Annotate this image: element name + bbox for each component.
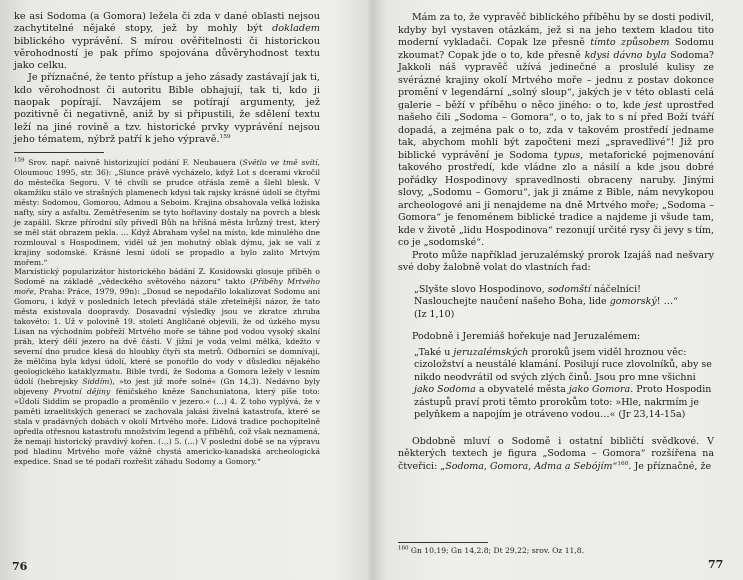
left-paragraph-1: ke asi Sodoma (a Gomora) ležela či zda v dané oblasti nejsou zachytitelné nějaké stopy, jež by mohly být dokladem biblického vyprávění. S mírou ověřitelnosti či historickou věrohodností je pak přímo spojována důvěryhodnost textu jako celku. — [14, 11, 320, 72]
page-number-left: 76 — [12, 560, 28, 573]
left-main-text — [14, 11, 320, 146]
footnote-rule — [14, 152, 104, 153]
left-paragraph-2: Je příznačné, že tento přístup a jeho zásady zastávají jak ti, kdo věrohodnost či autoritu Bible obhajují, tak ti, kdo ji naopak popírají. Navzájem se potírají argumenty, jež pozitivně či negativně, aniž by si připustili, že sdělení textu leží na jiné rovině a tzv. historické prvky vyprávění nejsou jeho tématem, nýbrž patří k jeho výpravě.$^{159}$ — [14, 72, 320, 145]
right-paragraph-4: Obdobně mluví o Sodomě i ostatní bibličtí svědkové. V některých textech je figura „Sodoma – Gomora“ rozšířena na čtveřici: „Sodoma, Gomora, Adma a Sebójím“$^{160}$. Je příznačné, že — [398, 435, 714, 472]
footnote-160 — [398, 546, 698, 556]
left-footnotes — [14, 158, 320, 467]
right-paragraph-3: Podobně i Jeremiáš hořekuje nad Jeruzalémem: — [412, 331, 641, 342]
quote-isaiah: „Slyšte slovo Hospodinovo, sodomští náčelníci! Naslouchejte naučení našeho Boha, lide gomorský! …“ (Iz 1,10) — [414, 283, 678, 320]
footnote-160-text: Gn 10,19; Gn 14,2.8; Dt 29,22; srov. Oz 11,8. — [410, 546, 585, 555]
footnote-ref-160: 160 — [617, 460, 629, 467]
footnote-159: $^{159}$ Srov. např. naivně historizující podání F. Neubauera (Světlo ve tmě svítí, Oloumouc 1995, str. 36): „Slunce právě vycházelo, když Lot s dcerami vkročil do městečka Segoru. V té chvíli se prudce otřásla země a šlehl blesk. V okamžiku stálo ve strašných plamenech kdysi tak rajsky krásné údolí se čtyřmi městy: Sodomou, Gomorou, Admou a Seboim. Krajina obsahovala velká ložiska nafty, síry a asfaltu. Zemětřesením se tyto hořlaviny dostaly na povrch a blesk je zapálil. Skrze přírodní síly přivedl Bůh na hříšná města hrůzný trest, který se měl stát obrazem pekla. … Když Abraham vyšel na místo, kde minulého dne rozmlouval s Hospodinem, viděl už jen mohutný oblak dýmu, jak se valí z krajiny sodomské. Krásné lesní údolí se propadlo a bylo zalito Mrtvým mořem.“ — [14, 157, 321, 267]
page-number-right: 77 — [708, 558, 724, 571]
right-page — [372, 0, 743, 580]
footnote-ref-159: 159 — [219, 133, 231, 140]
right-paragraph-2: Proto může například jeruzalémský prorok Izajáš nad nešvary své doby žalobně volat do vlastních řad: — [398, 249, 714, 273]
quote-jeremiah: „Také u jeruzalémských proroků jsem viděl hroznou věc: cizoložství a neustálé klamání. Posilují ruce zlovolníků, aby se nikdo neodvrátil od svých zlých činů. Jsou pro mne všichni jako Sodoma a obyvatelé města jako Gomora. Proto Hospodin zástupů praví proti těmto prorokům toto: »Hle, nakrmím je pelyňkem a napojím je otráveno vodou…« (Jr 23,14-15a) — [414, 346, 712, 420]
footnote-number: 159 — [14, 157, 25, 164]
footnote-159-cont: Marxistický popularizátor historického bádání Z. Kosidowski glosuje příběh o Sodomě na základě „vědeckého světového názoru“ takto (Příběhy Mrtvého moře, Praha: Práce, 1979, 99n): „Dosud se nepodařilo lokalizovat Sodomu ani Gomoru, i když v posledních letech převládá stále zřetelnější názor, že tato města existovala doopravdy. Dosavadní výsledky jsou ve zkratce zhruba takovéto: 1. Už v polovině 19. století Angličané objevili, že od úzkého mysu Lisan na východním pobřeží Mrtvého moře se táhne pod vodou vysoký skalní práh, který dělí jezero na dvě části. V jižní je voda velmi mělká, kdežto v severní dno prudce klesá do hloubky čtyři sta metrů. Odborníci se domnívají, že mělčina byla kdysi údolí, které se ponořilo do vody v důsledku nějakého geologického kataklyzmatu. Bible tvrdí, že Sodoma a Gomora ležely v lesním údolí (hebrejsky Siddím), »to jest již moře solné« (Gn 14,3). Nedávno byly objeveny Prvotní dějiny féničského kněze Sanchuniatona, který píše toto: »Údolí Siddím se propadlo a proměnilo v jezero.« (…) 4. Z toho vyplývá, že v paměti izraelitských generací se zachovala jakási živelná katastrofa, které se stala v pradávných dobách v okolí Mrtvého moře. Lidová tradice pochopitelně opředla otřesnou katastrofu množstvím legend a příběhů, což však neznamená, že nemají historický pravdivý kořen. (…) 5. (…) V poslední době se na výpravu pod hladinu Mrtvého moře vážně chystá americko-kanadská archeologická expedice. Snad se té podaří rozřešit záhadu Sodomy a Gomory.“ — [14, 267, 320, 466]
footnote-number-160: 160 — [398, 545, 409, 552]
footnote-rule-right — [398, 542, 488, 543]
right-main-text — [398, 12, 714, 473]
right-paragraph-1: Mám za to, že vypravěč biblického příběhu by se dosti podivil, kdyby byl vystaven otázkám, jež si na jeho textem kladou tito moderní vykladači. Copak lze přesně tímto způsobem Sodomu zkoumat? Copak jde o to, kde přesně kdysi dávno byla Sodoma? Jakkoli náš vypravěč užívá jedinečné a proslulé kulisy ze svérázné krajiny okolí Mrtvého moře – jednu z postav dokonce promění v legendární „solný sloup“, jakých je v této oblasti celá galerie – běží v příběhu o něco jiného: o to, kde jest uprostřed našeho čili „Sodoma – Gomora“, o to, jak to s ní před Boží tváří dopadá, a zejména pak o to, zda v takovém prostředí jedname tak, abychom mohli být započteni mezi „spravedlivé“! Již pro biblické vyprávění je Sodoma typus, metaforické pojmenování takového prostředí, kde vládne zlo a násilí a kde jsou dobré pořádky Hospodinovy spravedlnosti obraceny naruby. Jinými slovy, „Sodomu – Gomoru“, jak ji známe z Bible, nám nevykopou archeologové ani ji nenajdeme na dně Mrtvého moře; „Sodoma – Gomora“ je fenoménem biblické tradice a najdeme ji všude tam, kde v životě „lidu Hospodinova“ rezonují určité rysy či jevy s tím, co je „sodomské“. — [398, 12, 714, 248]
